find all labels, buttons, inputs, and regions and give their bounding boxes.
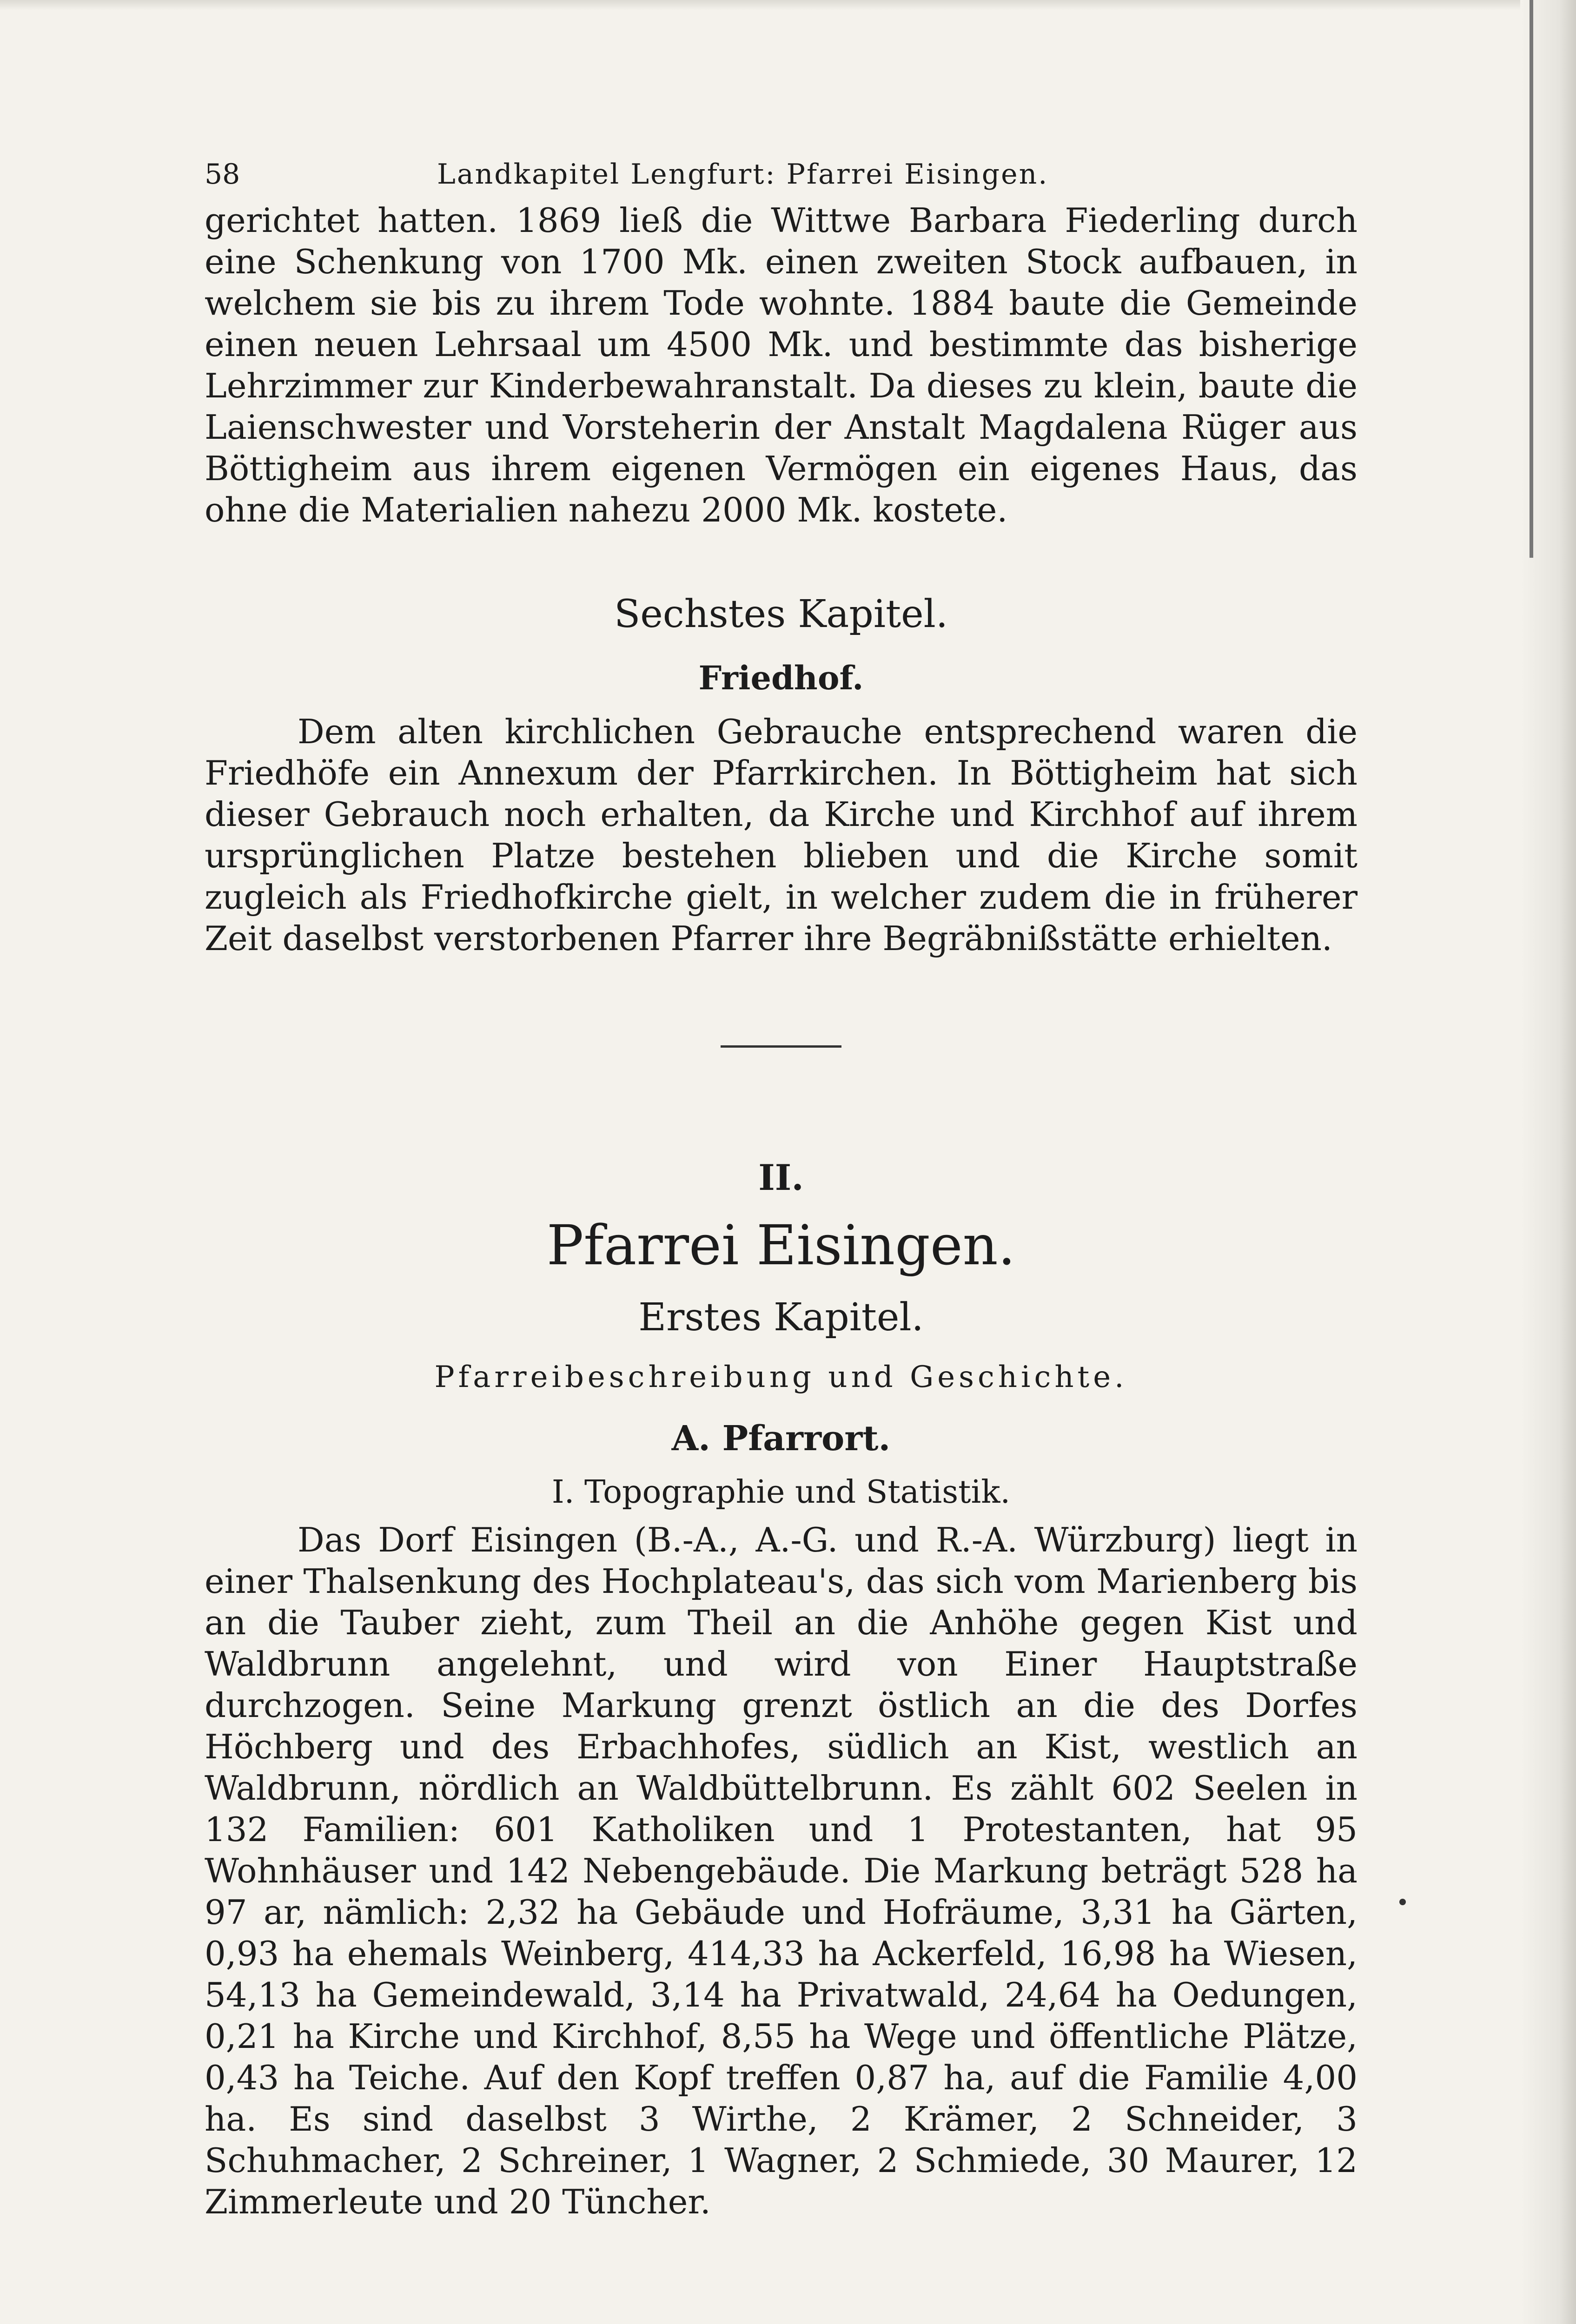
running-head (205, 139, 1357, 200)
running-head-title: Landkapitel Lengfurt: Pfarrei Eisingen. (437, 158, 1049, 191)
chapter-subheading-description: Pfarreibeschreibung und Geschichte. (434, 1360, 1128, 1394)
stray-ink-dot (1399, 1899, 1406, 1905)
paragraph-eisingen: Das Dorf Eisingen (B.-A., A.-G. und R.-A. Würzburg) liegt in einer Thalsenkung des Hochplateau's, das sich vom Marienberg bis an die Tauber zieht, zum Theil an die Anhöhe gegen Kist und Waldbrunn angelehnt, und wird von Einer Hauptstraße durchzogen. Seine Markung grenzt östlich an die des Dorfes Höchberg und des Erbachhofes, südlich an Kist, westlich an Waldbrunn, nördlich an Waldbüttelbrunn. Es zählt 602 Seelen in 132 Familien: 601 Katholiken und 1 Protestanten, hat 95 Wohnhäuser und 142 Nebengebäude. Die Markung beträgt 528 ha 97 ar, nämlich: 2,32 ha Gebäude und Hofräume, 3,31 ha Gärten, 0,93 ha ehemals Weinberg, 414,33 ha Ackerfeld, 16,98 ha Wiesen, 54,13 ha Gemeindewald, 3,14 ha Privatwald, 24,64 ha Oedungen, 0,21 ha Kirche und Kirchhof, 8,55 ha Wege und öffentliche Plätze, 0,43 ha Teiche. Auf den Kopf treffen 0,87 ha, auf die Familie 4,00 ha. Es sind daselbst 3 Wirthe, 2 Krämer, 2 Schneider, 3 Schuhmacher, 2 Schreiner, 1 Wagner, 2 Schmiede, 30 Maurer, 12 Zimmerleute und 20 Tüncher. (205, 1520, 1357, 2221)
chapter-subheading-friedhof: Friedhof. (698, 659, 864, 697)
paragraph-continuation: gerichtet hatten. 1869 ließ die Wittwe Barbara Fiederling durch eine Schenkung von 1700 Mk. einen zweiten Stock aufbauen, in welchem sie bis zu ihrem Tode wohnte. 1884 baute die Gemeinde einen neuen Lehrsaal um 4500 Mk. und bestimmte das bisherige Lehrzimmer zur Kinderbewahranstalt. Da dieses zu klein, baute die Laienschwester und Vorsteherin der Anstalt Magdalena Rüger aus Böttigheim aus ihrem eigenen Vermögen ein eigenes Haus, das ohne die Materialien nahezu 2000 Mk. kostete. (205, 201, 1357, 529)
page-number: 58 (205, 158, 240, 191)
paragraph-friedhof: Dem alten kirchlichen Gebrauche entsprechend waren die Friedhöfe ein Annexum der Pfarrkirchen. In Böttigheim hat sich dieser Gebrauch noch erhalten, da Kirche und Kirchhof auf ihrem ursprünglichen Platze bestehen blieben und die Kirche somit zugleich als Friedhofkirche gielt, in welcher zudem die in früherer Zeit daselbst verstorbenen Pfarrer ihre Begräbnißstätte erhielten. (205, 712, 1357, 958)
section-heading-pfarrort: A. Pfarrort. (671, 1419, 891, 1459)
book-page (205, 139, 1357, 2223)
part-number: II. (758, 1157, 804, 1198)
section-heading-topographie: I. Topographie und Statistik. (551, 1474, 1011, 1511)
chapter-heading-sixth: Sechstes Kapitel. (614, 592, 948, 636)
scan-right-edge (1520, 0, 1576, 2324)
section-divider (721, 1045, 841, 1048)
scan-binding-line (1530, 0, 1533, 558)
chapter-heading-first: Erstes Kapitel. (638, 1295, 924, 1340)
scan-top-edge (0, 0, 1576, 10)
parish-title: Pfarrei Eisingen. (546, 1213, 1016, 1277)
